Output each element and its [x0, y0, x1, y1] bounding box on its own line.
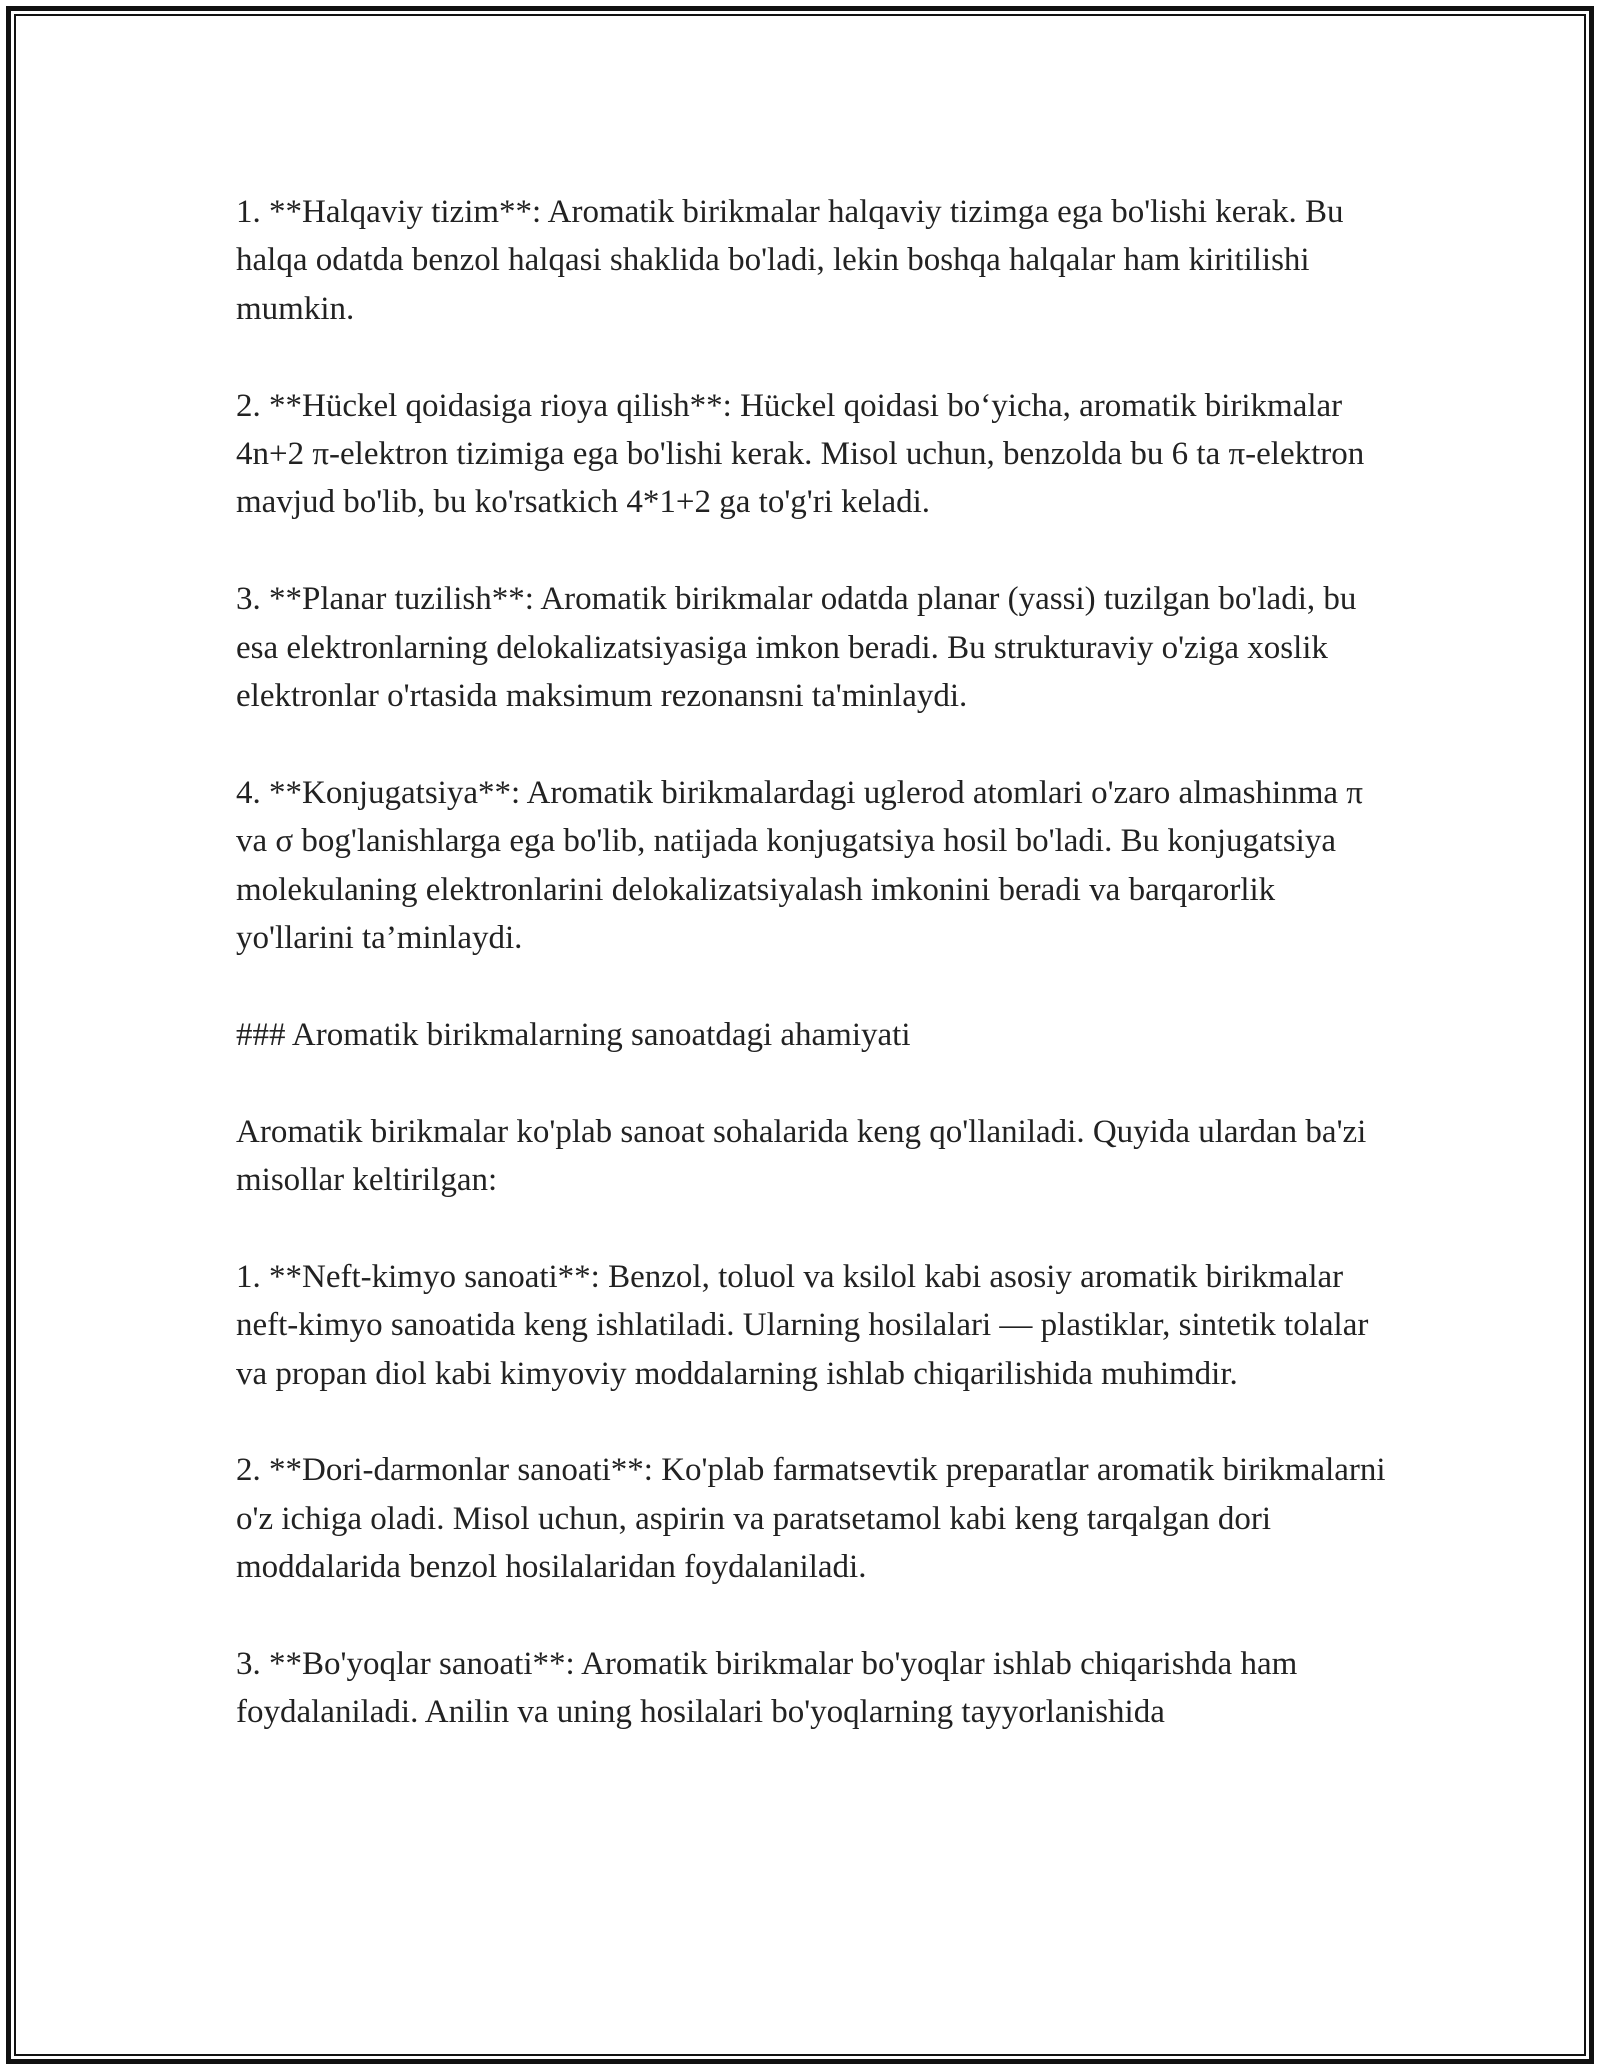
paragraph-planar-tuzilish: 3. **Planar tuzilish**: Aromatik birikmalar odatda planar (yassi) tuzilgan bo'ladi, bu esa elektronlarning delokalizatsiyasiga imkon beradi. Bu strukturaviy o'ziga xoslik elektronlar o'rtasida maksimum rezonansni ta'minlaydi.: [236, 581, 1357, 715]
paragraph-neft-kimyo: 1. **Neft-kimyo sanoati**: Benzol, toluol va ksilol kabi asosiy aromatik birikmalar neft-kimyo sanoatida keng ishlatiladi. Ularning hosilalari — plastiklar, sintetik tolalar va propan diol kabi kimyoviy moddalarning ishlab chiqarilishida muhimdir.: [236, 1258, 1369, 1392]
paragraph-konjugatsiya: 4. **Konjugatsiya**: Aromatik birikmalardagi uglerod atomlari o'zaro almashinma π va σ bog'lanishlarga ega bo'lib, natijada konjugatsiya hosil bo'ladi. Bu konjugatsiya molekulaning elektronlarini delokalizatsiyalash imkonini beradi va barqarorlik yo'llarini ta’minlaydi.: [236, 774, 1363, 957]
document-body: [236, 188, 1386, 1737]
paragraph-boyoqlar: 3. **Bo'yoqlar sanoati**: Aromatik birikmalar bo'yoqlar ishlab chiqarishda ham foydalaniladi. Anilin va uning hosilalari bo'yoqlarning tayyorlanishida: [236, 1646, 1298, 1731]
section-heading: ### Aromatik birikmalarning sanoatdagi ahamiyati: [236, 1016, 911, 1053]
paragraph-dori-darmonlar: 2. **Dori-darmonlar sanoati**: Ko'plab farmatsevtik preparatlar aromatik birikmalarni o'z ichiga oladi. Misol uchun, aspirin va paratsetamol kabi keng tarqalgan dori moddalarida benzol hosilalaridan foydalaniladi.: [236, 1452, 1386, 1586]
paragraph-halqaviy-tizim: 1. **Halqaviy tizim**: Aromatik birikmalar halqaviy tizimga ega bo'lishi kerak. Bu halqa odatda benzol halqasi shaklida bo'ladi, lekin boshqa halqalar ham kiritilishi mumkin.: [236, 194, 1344, 327]
paragraph-huckel-qoidasi: 2. **Hückel qoidasiga rioya qilish**: Hückel qoidasi bo‘yicha, aromatik birikmalar 4n+2 π-elektron tizimiga ega bo'lishi kerak. Misol uchun, benzolda bu 6 ta π-elektron mavjud bo'lib, bu ko'rsatkich 4*1+2 ga to'g'ri keladi.: [236, 387, 1365, 521]
paragraph-intro: Aromatik birikmalar ko'plab sanoat sohalarida keng qo'llaniladi. Quyida ulardan ba'zi misollar keltirilgan:: [236, 1113, 1367, 1199]
